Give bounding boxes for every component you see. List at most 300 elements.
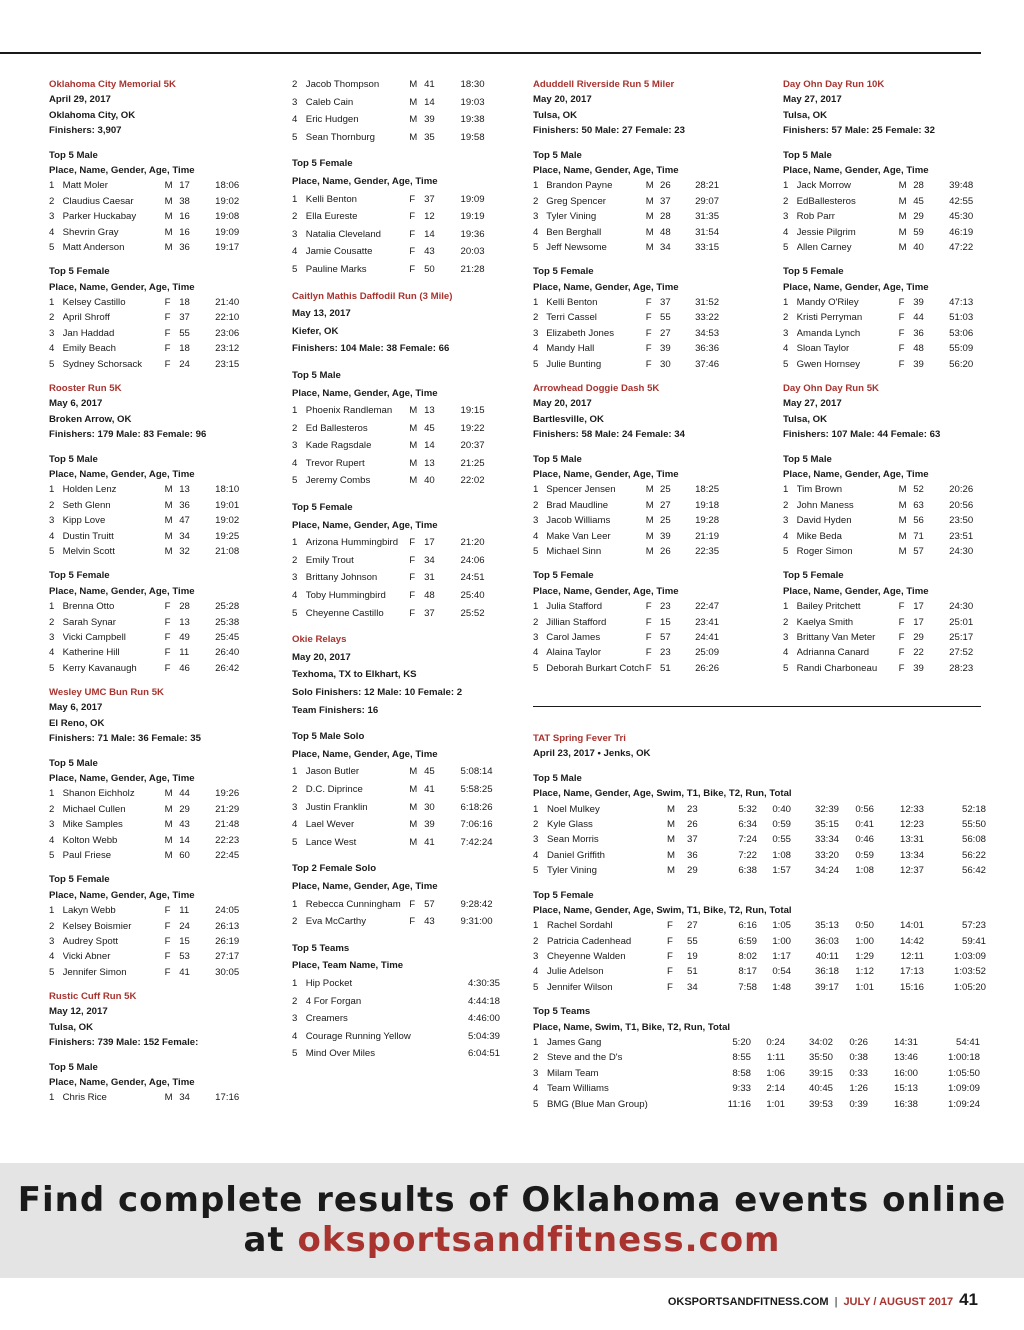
result-row — [49, 949, 254, 964]
result-gender: M — [164, 499, 173, 511]
result-name: Holden Lenz — [62, 484, 117, 496]
tri-cell: 1:06 — [766, 1067, 785, 1079]
result-age: 52 — [913, 484, 924, 496]
result-gender: M — [409, 819, 418, 831]
result-time: 31:52 — [695, 297, 720, 309]
result-time: 26:19 — [215, 935, 240, 947]
result-time: 25:01 — [949, 616, 974, 628]
result-row — [49, 1090, 254, 1105]
result-name: Mike Beda — [796, 530, 842, 542]
result-gender: M — [409, 440, 418, 452]
result-age: 13 — [424, 405, 435, 417]
tri-cell: 6:16 — [738, 920, 757, 932]
result-time: 47:13 — [949, 297, 974, 309]
result-row — [783, 630, 988, 645]
tri-cell: 56:08 — [961, 834, 986, 846]
result-name: Mandy O'Riley — [796, 297, 859, 309]
result-gender: M — [645, 241, 654, 253]
result-gender: F — [898, 343, 905, 355]
result-place: 2 — [49, 920, 55, 932]
result-age: 27 — [660, 327, 671, 339]
tri-cell: 36:18 — [814, 966, 839, 978]
website-link[interactable]: oksportsandfitness.com — [297, 1220, 781, 1260]
info-line: Tulsa, OK — [783, 413, 828, 425]
tri-cell: Daniel Griffith — [547, 849, 605, 861]
tri-cell: 33:34 — [814, 834, 839, 846]
info-line: Place, Name, Gender, Age, Time — [783, 585, 929, 597]
result-name: David Hyden — [796, 515, 852, 527]
result-gender: F — [164, 905, 171, 917]
info-line: Finishers: 104 Male: 38 Female: 66 — [292, 343, 450, 355]
result-name: Kelsey Boismier — [62, 920, 132, 932]
result-age: 59 — [913, 226, 924, 238]
result-name: Make Van Leer — [546, 530, 611, 542]
info-line: Place, Name, Gender, Age, Time — [533, 164, 679, 176]
result-name: Jacob Thompson — [305, 79, 380, 90]
tri-cell: 13:31 — [899, 834, 924, 846]
result-gender: F — [645, 616, 652, 628]
result-gender: F — [645, 327, 652, 339]
column-header: Place, Name, Gender, Age, Swim, T1, Bike, T2, Run, Total — [533, 904, 792, 916]
result-row — [783, 498, 988, 513]
result-time: 22:10 — [215, 312, 240, 324]
result-name: Parker Huckabay — [62, 211, 137, 223]
result-age: 30 — [660, 358, 671, 370]
result-name: Lael Wever — [305, 819, 355, 831]
info-line: Team Finishers: 16 — [292, 704, 379, 716]
result-gender: F — [164, 935, 171, 947]
tri-cell: 35:13 — [814, 920, 839, 932]
tri-cell: 5:20 — [732, 1037, 751, 1049]
info-line: Place, Name, Gender, Age, Time — [292, 519, 438, 531]
result-name: April Shroff — [62, 312, 110, 324]
tri-cell: 12:37 — [899, 865, 924, 877]
result-name: Tim Brown — [796, 484, 843, 496]
tri-cell: 57:23 — [961, 920, 986, 932]
result-gender: M — [164, 211, 173, 223]
tri-cell: Tyler Vining — [547, 865, 597, 877]
tri-cell: 7:58 — [738, 981, 757, 993]
result-time: 23:51 — [949, 530, 974, 542]
tri-cell: Jennifer Wilson — [547, 981, 613, 993]
result-age: 39 — [913, 662, 924, 674]
result-age: 37 — [424, 607, 435, 619]
tri-cell: 0:59 — [772, 818, 791, 830]
result-time: 17:16 — [215, 1092, 240, 1104]
result-name: Mandy Hall — [546, 343, 595, 355]
result-row — [783, 310, 988, 325]
result-gender: M — [164, 834, 173, 846]
result-age: 36 — [179, 499, 190, 511]
tri-cell: 1:03:52 — [953, 966, 986, 978]
result-row — [533, 326, 733, 341]
result-place: 4 — [49, 834, 55, 846]
team-row — [292, 1011, 500, 1029]
result-age: 57 — [424, 898, 435, 910]
result-gender: F — [409, 211, 416, 223]
tri-cell: 0:55 — [772, 834, 791, 846]
result-time: 19:15 — [460, 405, 485, 417]
result-time: 21:08 — [215, 545, 240, 557]
tri-cell: Milam Team — [547, 1067, 599, 1079]
tri-cell: 5 — [533, 981, 539, 993]
tri-cell: 2 — [533, 818, 539, 830]
results-column-1 — [49, 77, 254, 1106]
result-gender: M — [409, 766, 418, 778]
result-gender: M — [409, 131, 418, 143]
result-gender: M — [164, 241, 173, 253]
result-place: 2 — [49, 616, 55, 628]
result-age: 13 — [179, 484, 190, 496]
tri-cell: 4 — [533, 849, 539, 861]
result-age: 37 — [424, 193, 435, 205]
result-gender: F — [409, 228, 416, 240]
result-name: Kade Ragsdale — [305, 440, 372, 452]
footer-site: OKSPORTSANDFITNESS.COM — [667, 1296, 829, 1308]
result-time: 25:40 — [460, 590, 485, 602]
result-age: 50 — [424, 263, 435, 275]
tri-cell: 1 — [533, 920, 539, 932]
tri-cell: 17:13 — [899, 966, 924, 978]
result-place: 1 — [49, 484, 55, 496]
result-time: 23:41 — [695, 616, 720, 628]
result-time: 18:06 — [215, 180, 240, 192]
result-row — [783, 326, 988, 341]
result-name: Shevrin Gray — [62, 226, 119, 238]
result-age: 41 — [179, 966, 190, 978]
result-place: 3 — [49, 631, 55, 643]
tri-cell: 0:38 — [849, 1052, 868, 1064]
result-name: Claudius Caesar — [62, 195, 134, 207]
result-age: 23 — [660, 601, 671, 613]
info-line: Top 5 Female — [292, 158, 353, 170]
result-time: 19:02 — [215, 195, 240, 207]
result-place: 2 — [533, 312, 539, 324]
result-name: Rebecca Cunningham — [305, 898, 401, 910]
result-place: 1 — [533, 180, 539, 192]
result-gender: F — [409, 537, 416, 549]
tri-cell: 1:00:18 — [947, 1052, 980, 1064]
result-name: Jeff Newsome — [546, 241, 607, 253]
result-time: 25:09 — [695, 647, 720, 659]
result-time: 36:36 — [695, 343, 720, 355]
info-line: Place, Name, Gender, Age, Time — [783, 468, 929, 480]
tri-cell: 36:03 — [814, 935, 839, 947]
result-time: 22:45 — [215, 849, 240, 861]
result-row — [533, 615, 733, 630]
result-time: 21:19 — [695, 530, 720, 542]
tri-cell: 1:11 — [767, 1052, 785, 1064]
result-place: 3 — [292, 228, 298, 240]
result-age: 29 — [179, 803, 190, 815]
result-row — [533, 645, 733, 660]
info-line: Top 5 Female — [292, 502, 353, 514]
result-gender: F — [409, 590, 416, 602]
result-gender: F — [645, 297, 652, 309]
tri-cell: Kyle Glass — [547, 818, 593, 830]
tri-cell: 6:38 — [738, 865, 757, 877]
tri-cell: 1:08 — [855, 865, 874, 877]
tri-female-rows — [533, 918, 988, 995]
info-line: Top 5 Female — [783, 570, 844, 582]
tri-cell: 27 — [687, 920, 698, 932]
result-place: 1 — [292, 537, 298, 549]
info-line: May 6, 2017 — [49, 702, 103, 714]
tri-cell: 11:16 — [727, 1098, 751, 1110]
result-age: 14 — [424, 228, 435, 240]
result-place: 1 — [49, 788, 55, 800]
result-gender: F — [898, 631, 905, 643]
team-team-name: Creamers — [305, 1013, 348, 1025]
info-line: Place, Team Name, Time — [292, 960, 404, 972]
result-name: Eric Hudgen — [305, 114, 359, 126]
team-time: 4:46:00 — [467, 1013, 500, 1025]
result-gender: F — [898, 616, 905, 628]
result-time: 19:02 — [215, 515, 240, 527]
result-row — [49, 645, 254, 660]
tri-cell: 1:48 — [772, 981, 791, 993]
info-line: May 20, 2017 — [533, 398, 592, 410]
result-age: 46 — [179, 662, 190, 674]
result-name: Audrey Spott — [62, 935, 119, 947]
result-name: Matt Anderson — [62, 241, 125, 253]
result-row — [533, 949, 988, 964]
result-name: Natalia Cleveland — [305, 228, 381, 240]
result-age: 11 — [179, 647, 190, 659]
tri-cell: 55:50 — [961, 818, 986, 830]
result-name: Rob Parr — [796, 211, 835, 223]
result-name: Brandon Payne — [546, 180, 613, 192]
result-place: 5 — [533, 545, 539, 557]
result-row — [292, 192, 500, 210]
result-gender: M — [164, 226, 173, 238]
result-place: 4 — [49, 647, 55, 659]
result-name: Jan Haddad — [62, 327, 115, 339]
team-row — [533, 1066, 988, 1081]
result-age: 31 — [424, 572, 435, 584]
result-age: 28 — [179, 601, 190, 613]
tri-cell: 8:17 — [738, 966, 757, 978]
result-age: 15 — [179, 935, 190, 947]
result-age: 24 — [179, 920, 190, 932]
tri-cell: 16:00 — [893, 1067, 918, 1079]
info-line: May 12, 2017 — [49, 1006, 108, 1018]
info-line: Top 2 Female Solo — [292, 863, 377, 875]
result-gender: M — [645, 180, 654, 192]
result-time: 25:17 — [949, 631, 974, 643]
info-line: May 13, 2017 — [292, 308, 351, 320]
result-gender: F — [164, 297, 171, 309]
event-date-location: April 23, 2017 • Jenks, OK — [533, 748, 651, 760]
result-row — [292, 421, 500, 439]
result-row — [292, 227, 500, 245]
tri-male-rows — [533, 802, 988, 879]
result-name: Spencer Jensen — [546, 484, 616, 496]
result-place: 2 — [292, 422, 298, 434]
result-gender: F — [409, 898, 416, 910]
info-line: Place, Name, Gender, Age, Time — [49, 1077, 195, 1089]
result-place: 3 — [783, 515, 789, 527]
info-line: Place, Name, Gender, Age, Time — [49, 889, 195, 901]
tri-cell: 0:54 — [772, 966, 791, 978]
result-age: 60 — [179, 849, 190, 861]
result-name: Jessie Pilgrim — [796, 226, 856, 238]
result-name: Caleb Cain — [305, 96, 354, 108]
result-time: 21:40 — [215, 297, 240, 309]
tri-cell: 4 — [533, 966, 539, 978]
result-time: 18:30 — [460, 79, 485, 90]
result-place: 1 — [783, 180, 789, 192]
result-age: 34 — [179, 1092, 190, 1104]
result-age: 25 — [660, 515, 671, 527]
result-gender: F — [898, 358, 905, 370]
result-time: 21:29 — [215, 803, 240, 815]
result-name: Ella Eureste — [305, 211, 358, 223]
result-age: 16 — [179, 211, 190, 223]
team-team-name: Courage Running Yellow — [305, 1030, 411, 1042]
result-place: 1 — [292, 898, 298, 910]
result-row — [49, 225, 254, 240]
result-place: 3 — [292, 801, 298, 813]
result-name: Phoenix Randleman — [305, 405, 393, 417]
result-age: 13 — [179, 616, 190, 628]
result-age: 37 — [660, 195, 671, 207]
result-age: 18 — [179, 297, 190, 309]
info-line: Place, Name, Gender, Age, Time — [49, 773, 195, 785]
result-age: 43 — [424, 246, 435, 258]
result-place: 1 — [783, 484, 789, 496]
result-row — [292, 782, 500, 800]
result-name: Arizona Hummingbird — [305, 537, 399, 549]
result-place: 3 — [533, 631, 539, 643]
result-age: 51 — [660, 662, 671, 674]
result-time: 22:23 — [215, 834, 240, 846]
info-line: Broken Arrow, OK — [49, 413, 132, 425]
tri-cell: 4 — [533, 1083, 539, 1095]
result-age: 45 — [913, 195, 924, 207]
result-gender: F — [164, 631, 171, 643]
result-name: Kaelya Smith — [796, 616, 854, 628]
result-place: 3 — [49, 935, 55, 947]
result-gender: F — [645, 601, 652, 613]
team-row — [292, 976, 500, 994]
result-gender: M — [409, 79, 418, 90]
result-row — [533, 661, 733, 676]
result-row — [533, 599, 733, 614]
result-row — [533, 964, 988, 979]
result-time: 25:45 — [215, 631, 240, 643]
result-gender: F — [164, 327, 171, 339]
result-age: 48 — [424, 590, 435, 602]
result-time: 39:48 — [949, 180, 974, 192]
result-age: 29 — [913, 631, 924, 643]
result-row — [533, 544, 733, 559]
result-time: 34:53 — [695, 327, 720, 339]
tri-cell: 1:05:20 — [953, 981, 986, 993]
result-row — [49, 919, 254, 934]
tri-cell: 1:01 — [766, 1098, 785, 1110]
result-time: 20:26 — [949, 484, 974, 496]
event-title: Aduddell Riverside Run 5 Miler — [533, 79, 675, 90]
result-row — [49, 786, 254, 801]
info-line: May 27, 2017 — [783, 94, 842, 106]
result-row — [533, 630, 733, 645]
info-line: Top 5 Female — [533, 266, 594, 278]
result-name: Kelsey Castillo — [62, 297, 126, 309]
result-age: 14 — [179, 834, 190, 846]
result-row — [49, 833, 254, 848]
result-row — [783, 225, 988, 240]
info-line: Place, Name, Gender, Age, Time — [533, 585, 679, 597]
result-gender: F — [409, 554, 416, 566]
result-gender: F — [409, 263, 416, 275]
tri-cell: 40:45 — [808, 1083, 833, 1095]
result-name: Terri Cassel — [546, 312, 597, 324]
result-name: Dustin Truitt — [62, 530, 114, 542]
result-row — [49, 615, 254, 630]
result-gender: F — [409, 246, 416, 258]
result-place: 2 — [292, 211, 298, 223]
top-rule — [0, 52, 981, 54]
info-line: Top 5 Male — [783, 149, 832, 161]
team-row — [533, 1035, 988, 1050]
result-age: 32 — [179, 545, 190, 557]
result-age: 44 — [179, 788, 190, 800]
result-place: 2 — [292, 554, 298, 566]
info-line: Place, Name, Gender, Age, Time — [783, 281, 929, 293]
tri-cell: 7:24 — [738, 834, 757, 846]
tri-cell: 1:08 — [772, 849, 791, 861]
result-place: 2 — [49, 499, 55, 511]
result-age: 43 — [424, 916, 435, 928]
result-time: 20:03 — [460, 246, 485, 258]
result-gender: M — [645, 484, 654, 496]
result-place: 3 — [783, 631, 789, 643]
result-row — [292, 835, 500, 853]
tri-cell: 5 — [533, 1098, 539, 1110]
team-row — [533, 1081, 988, 1096]
result-gender: F — [409, 607, 416, 619]
result-row — [49, 240, 254, 255]
result-row — [49, 661, 254, 676]
result-row — [49, 802, 254, 817]
tri-cell: 39:17 — [814, 981, 839, 993]
section-divider — [533, 706, 981, 707]
result-gender: F — [898, 297, 905, 309]
tri-cell: 0:46 — [855, 834, 874, 846]
result-place: 1 — [533, 601, 539, 613]
result-name: Brittany Van Meter — [796, 631, 876, 643]
result-age: 23 — [660, 647, 671, 659]
tri-cell: 1:12 — [855, 966, 874, 978]
result-gender: F — [898, 601, 905, 613]
tri-cell: M — [667, 818, 675, 830]
info-line: El Reno, OK — [49, 717, 105, 729]
result-row — [49, 817, 254, 832]
info-line: Finishers: 179 Male: 83 Female: 96 — [49, 429, 207, 441]
result-gender: F — [164, 951, 171, 963]
info-line: Place, Name, Gender, Age, Time — [49, 585, 195, 597]
result-time: 23:06 — [215, 327, 240, 339]
result-age: 12 — [424, 211, 435, 223]
result-age: 14 — [424, 96, 435, 108]
tri-cell: 8:58 — [732, 1067, 751, 1079]
tri-cell: 55 — [687, 935, 698, 947]
info-line: Place, Name, Gender, Age, Time — [533, 281, 679, 293]
event-title: Oklahoma City Memorial 5K — [49, 79, 176, 90]
result-name: Michael Sinn — [546, 545, 602, 557]
tri-cell: Rachel Sordahl — [547, 920, 613, 932]
